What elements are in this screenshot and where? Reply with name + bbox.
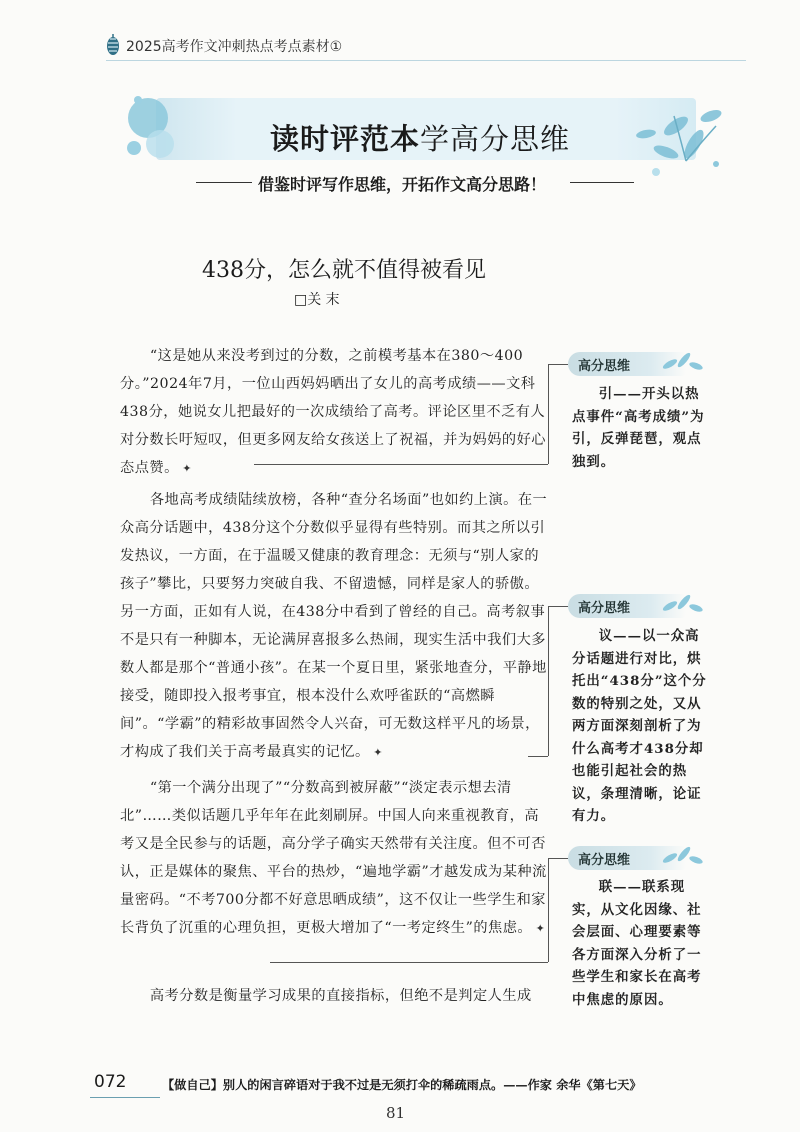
- sparkle-icon: ✦: [178, 462, 192, 475]
- banner-subtitle: 借鉴时评写作思维，开拓作文高分思路！: [258, 175, 547, 194]
- connector-line: [548, 364, 549, 464]
- article-title: 438分，怎么就不值得被看见: [202, 258, 486, 283]
- connector-line: [548, 858, 568, 859]
- note-label: 高分思维: [578, 601, 631, 616]
- subtitle-rule-left: [196, 182, 252, 183]
- banner-title: [270, 117, 570, 158]
- subtitle-rule-right: [570, 182, 634, 183]
- book-title: 2025高考作文冲刺热点考点素材①: [126, 39, 343, 55]
- leaf-decoration-icon: [656, 348, 706, 378]
- note-text: 引——开头以热点事件“高考成绩”为引，反弹琵琶，观点独到。: [572, 386, 705, 470]
- sparkle-icon: ✦: [532, 922, 545, 935]
- connector-line: [270, 962, 548, 963]
- page-number: 072: [94, 1072, 127, 1092]
- connector-line: [548, 606, 549, 756]
- note-text: 联——联系现实，从文化因缘、社会层面、心理要素等各方面深入分析了一些学生和家长在高考中焦虑的原因。: [572, 879, 702, 1008]
- sparkle-icon: ✦: [369, 746, 383, 759]
- note-text: 议——以一众高分话题进行对比，烘托出“438分”这个分数的特别之处，又从两方面深刻剖析了为什么高考才438分却也能引起社会的热议，条理清晰，论证有力。: [572, 628, 707, 824]
- article-paragraph: 高考分数是衡量学习成果的直接指标，但绝不是判定人生成: [149, 988, 532, 1004]
- connector-line: [528, 756, 548, 757]
- article-author: □关 末: [294, 292, 340, 308]
- banner-title-light: 学高分思维: [420, 122, 571, 156]
- leaf-decoration-icon: [656, 842, 706, 872]
- article-paragraph: “第一个满分出现了”“分数高到被屏蔽”“淡定表示想去清北”……类似话题几乎年年在此刻刷屏。中国人向来重视教育，高考又是全民参与的话题，高分学子确实天然带有关注度。但不可否认，正是媒体的聚焦、平台的热炒，“遍地学霸”才越发成为某种流量密码。“不考700分都不好意思晒成绩”，这不仅让一些学生和家长背负了沉重的心理负担，更极大增加了“一考定终生”的焦虑。 ✦: [120, 780, 547, 936]
- banner-title-bold: 读时评范本: [270, 122, 421, 156]
- note-label: 高分思维: [578, 359, 631, 374]
- footer-quote: 【做自己】别人的闲言碎语对于我不过是无须打伞的稀疏雨点。——作家 余华《第七天》: [162, 1078, 642, 1092]
- leaf-decoration-icon: [656, 590, 706, 620]
- connector-line: [548, 858, 549, 962]
- article-paragraph: 各地高考成绩陆续放榜，各种“查分名场面”也如约上演。在一众高分话题中，438分这个分数似乎显得有些特别。而其之所以引发热议，一方面，在于温暖又健康的教育理念：无须与“别人家的孩子”攀比，只要努力突破自我、不留遗憾，同样是家人的骄傲。另一方面，正如有人说，在438分中看到了曾经的自己。高考叙事不是只有一种脚本，无论满屏喜报多么热闹，现实生活中我们大多数人都是那个“普通小孩”。在某一个夏日里，紧张地查分，平静地接受，随即投入报考事宜，根本没什么欢呼雀跃的“高燃瞬间”。“学霸”的精彩故事固然令人兴奋，可无数这样平凡的场景，才构成了我们关于高考最真实的记忆。 ✦: [120, 492, 548, 760]
- connector-line: [254, 464, 548, 465]
- article-paragraph: “这是她从来没考到过的分数，之前模考基本在380～400分。”2024年7月，一位山西妈妈晒出了女儿的高考成绩——文科438分，她说女儿把最好的一次成绩给了高考。评论区里不乏有人对分数长吁短叹，但更多网友给女孩送上了祝福，并为妈妈的好心态点赞。 ✦: [120, 348, 546, 476]
- connector-line: [548, 364, 568, 365]
- connector-line: [548, 606, 568, 607]
- scan-page-number: 81: [386, 1104, 406, 1122]
- header-divider: [106, 60, 746, 61]
- pinecone-icon: [106, 34, 120, 56]
- note-label: 高分思维: [578, 853, 631, 868]
- footer-divider: [90, 1097, 160, 1098]
